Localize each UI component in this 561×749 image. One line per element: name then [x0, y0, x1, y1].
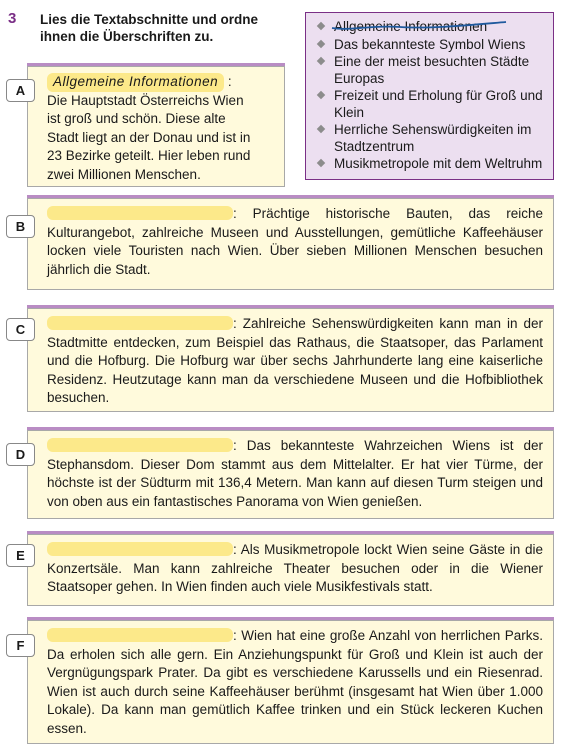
section-letter-f: F — [6, 634, 35, 657]
section-text: : Zahlreiche Sehenswürdigkeiten kann man in der Stadtmitte entdecken, zum Beispiel das Rathaus, die Staatsoper, das Parlament und die Hofburg. Die Hofburg war über sechs Jahrhunderte lang eine kaiserliche Residenz. Heutzutage kann man da verschiedene Museen und die Hofbibliothek besuchen. — [47, 316, 543, 405]
answer-blank-highlight[interactable] — [47, 628, 233, 642]
task-instruction: Lies die Textabschnitte und ordne ihnen die Überschriften zu. — [40, 12, 259, 44]
heading-item — [318, 122, 547, 155]
answer-blank-highlight[interactable] — [47, 206, 233, 220]
diamond-bullet-icon — [317, 22, 325, 30]
answer-blank-highlight[interactable] — [47, 438, 233, 452]
heading-item — [318, 19, 547, 36]
section-text: : Als Musikmetropole lockt Wien seine Gäste in die Konzertsäle. Man kann zahlreiche Theater besuchen oder in die Wiener Staatsoper gehen. In Wien finden auch viele Musikfestivals statt. — [47, 542, 543, 594]
heading-item — [318, 37, 547, 54]
section-b — [27, 198, 554, 290]
section-text: : Prächtige historische Bauten, das reiche Kulturangebot, zahlreiche Museen und Ausstellungen, gemütliche Kaffeehäuser locken viele Touristen nach Wien. Über sieben Millionen Menschen besuchen jährlich die Stadt. — [47, 206, 543, 277]
heading-item — [318, 88, 547, 121]
diamond-bullet-icon — [317, 91, 325, 99]
section-a-line: zwei Millionen Menschen. — [47, 166, 201, 182]
heading-text: Freizeit und Erholung für Groß und Klein — [334, 88, 543, 120]
diamond-bullet-icon — [317, 159, 325, 167]
section-letter-d: D — [6, 443, 35, 466]
section-a — [27, 66, 285, 187]
section-e — [27, 534, 554, 606]
task-number: 3 — [8, 10, 17, 27]
section-letter-c: C — [6, 318, 35, 341]
section-letter-b: B — [6, 215, 35, 238]
heading-text: Musikmetropole mit dem Weltruhm — [334, 156, 543, 171]
colon: : — [227, 74, 232, 89]
section-text: : Das bekannteste Wahrzeichen Wiens ist der Stephansdom. Dieser Dom stammt aus dem Mittelalter. Er hat vier Türme, der höchste ist der Südturm mit 136,4 Metern. Man kann auf diesen Turm steigen und von oben aus ein fantastisches Panorama von Wien genießen. — [47, 438, 543, 509]
heading-text: Eine der meist besuchten Städte Europas — [334, 54, 530, 86]
section-f — [27, 620, 554, 744]
section-a-line: Die Hauptstadt Österreichs Wien — [47, 92, 244, 108]
answer-blank-highlight[interactable] — [47, 316, 233, 330]
section-a-line: ist groß und schön. Diese alte — [47, 111, 226, 126]
diamond-bullet-icon — [317, 125, 325, 133]
headings-box — [305, 12, 554, 180]
section-a-line: 23 Bezirke geteilt. Hier leben rund — [47, 148, 251, 163]
heading-item — [318, 156, 547, 173]
heading-text: Das bekannteste Symbol Wiens — [334, 36, 526, 52]
section-text: : Wien hat eine große Anzahl von herrlichen Parks. Da erholen sich alle gern. Ein Anziehungspunkt für Groß und Klein ist auch der Vergnügungspark Prater. Da gibt es verschiedene Karussells und ein Riesenrad. Wien ist auch durch seine Kaffeehäuser berühmt (insgesamt hat Wien über 1.000 Lokale). Da kann man gemütlich Kaffee trinken und ein Stück leckeren Kuchen essen. — [47, 628, 543, 736]
heading-text: Herrliche Sehenswürdigkeiten im Stadtzentrum — [334, 122, 532, 154]
heading-item — [318, 54, 547, 87]
diamond-bullet-icon — [317, 39, 325, 47]
section-letter-a: A — [6, 79, 35, 102]
answer-blank-highlight[interactable] — [47, 542, 233, 556]
diamond-bullet-icon — [317, 57, 325, 65]
section-letter-e: E — [6, 544, 35, 567]
section-d — [27, 430, 554, 519]
section-c — [27, 308, 554, 412]
answer-highlight[interactable]: Allgemeine Informationen — [47, 73, 224, 92]
section-a-line: Stadt liegt an der Donau und ist in — [47, 129, 251, 145]
section-a-first-line — [47, 73, 276, 92]
heading-text: Allgemeine Informationen — [334, 19, 488, 34]
